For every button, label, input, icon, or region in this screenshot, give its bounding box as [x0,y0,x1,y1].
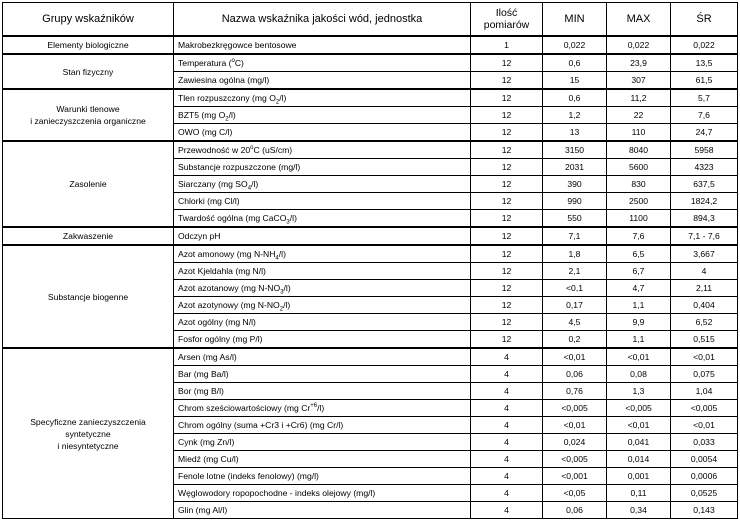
min-value: <0,005 [543,451,607,468]
min-value: 1,8 [543,245,607,263]
min-value: 0,17 [543,297,607,314]
max-value: 6,7 [607,263,671,280]
indicator-name: Fosfor ogólny (mg P/l) [174,331,471,349]
indicator-name-text: /l) [278,249,286,259]
group-label-line2: i niesyntetyczne [57,440,119,451]
measurement-count: 12 [471,141,543,159]
indicator-name: OWO (mg C/l) [174,124,471,142]
measurement-count: 12 [471,263,543,280]
measurement-count: 12 [471,331,543,349]
avg-value: 0,0006 [671,468,738,485]
avg-value: 5,7 [671,89,738,107]
avg-value: <0,01 [671,417,738,434]
indicator-name: Cynk (mg Zn/l) [174,434,471,451]
measurement-count: 4 [471,417,543,434]
table-row [3,89,738,107]
indicator-name [174,400,471,417]
water-quality-table [2,2,738,519]
measurement-count: 12 [471,176,543,193]
indicator-name-text: /l) [317,403,325,413]
max-value: 0,041 [607,434,671,451]
indicator-name-text: Azot amonowy (mg N-NH [178,249,276,259]
min-value: 0,06 [543,366,607,383]
measurement-count: 12 [471,89,543,107]
avg-value: 4 [671,263,738,280]
header-min: MIN [543,3,607,37]
group-label-line2: i zanieczyszczenia organiczne [30,116,146,126]
max-value: 2500 [607,193,671,210]
measurement-count: 12 [471,297,543,314]
measurement-count: 1 [471,36,543,54]
max-value: 4,7 [607,280,671,297]
measurement-count: 4 [471,451,543,468]
min-value: 1,2 [543,107,607,124]
indicator-name: Miedź (mg Cu/l) [174,451,471,468]
header-avg: ŚR [671,3,738,37]
max-value: 5600 [607,159,671,176]
indicator-name-superscript: o [231,58,235,65]
max-value: 9,9 [607,314,671,331]
min-value: 390 [543,176,607,193]
min-value: 550 [543,210,607,228]
indicator-name: Fenole lotne (indeks fenolowy) (mg/l) [174,468,471,485]
header-name: Nazwa wskaźnika jakości wód, jednostka [174,3,471,37]
indicator-name: Glin (mg Al/l) [174,502,471,519]
avg-value: 13,5 [671,54,738,72]
measurement-count: 12 [471,245,543,263]
group-label [3,89,174,141]
group-label [3,348,174,519]
indicator-name-subscript: 3 [280,289,284,296]
max-value: 1100 [607,210,671,228]
max-value: <0,01 [607,417,671,434]
table-row [3,141,738,159]
min-value: <0,05 [543,485,607,502]
min-value: <0,005 [543,400,607,417]
table-body [3,36,738,519]
indicator-name: Zawiesina ogólna (mg/l) [174,72,471,90]
indicator-name-subscript: 4 [247,185,252,192]
max-value: 7,6 [607,227,671,245]
min-value: 13 [543,124,607,142]
indicator-name: Substancje rozpuszczone (mg/l) [174,159,471,176]
avg-value: 1,04 [671,383,738,400]
max-value: 8040 [607,141,671,159]
indicator-name-superscript: o [250,145,254,152]
min-value: <0,1 [543,280,607,297]
indicator-name [174,245,471,263]
measurement-count: 12 [471,72,543,90]
group-label: Zakwaszenie [3,227,174,245]
header-count-line2: pomiarów [483,19,530,31]
measurement-count: 12 [471,54,543,72]
measurement-count: 12 [471,314,543,331]
avg-value: 7,1 - 7,6 [671,227,738,245]
indicator-name: Azot ogólny (mg N/l) [174,314,471,331]
indicator-name-text: Tlen rozpuszczony (mg O [178,93,276,103]
avg-value: 6,52 [671,314,738,331]
table-row [3,245,738,263]
measurement-count: 4 [471,434,543,451]
max-value: 23,9 [607,54,671,72]
indicator-name-text: C (uS/cm) [253,145,293,155]
indicator-name-text: C) [234,58,244,68]
avg-value: 0,515 [671,331,738,349]
max-value: 0,11 [607,485,671,502]
avg-value: 0,033 [671,434,738,451]
table-row [3,36,738,54]
avg-value: 0,075 [671,366,738,383]
group-label-line1: Warunki tlenowe [56,104,120,114]
avg-value: 4323 [671,159,738,176]
min-value: 7,1 [543,227,607,245]
group-label: Stan fizyczny [3,54,174,89]
avg-value: 24,7 [671,124,738,142]
measurement-count: 4 [471,485,543,502]
min-value: 0,2 [543,331,607,349]
measurement-count: 12 [471,210,543,228]
max-value: 0,001 [607,468,671,485]
indicator-name: Bar (mg Ba/l) [174,366,471,383]
table-row [3,54,738,72]
max-value: 11,2 [607,89,671,107]
avg-value: 0,404 [671,297,738,314]
max-value: <0,01 [607,348,671,366]
indicator-name: Arsen (mg As/l) [174,348,471,366]
max-value: 0,014 [607,451,671,468]
avg-value: 0,022 [671,36,738,54]
avg-value: 637,5 [671,176,738,193]
measurement-count: 12 [471,227,543,245]
min-value: 2031 [543,159,607,176]
max-value: 22 [607,107,671,124]
indicator-name [174,176,471,193]
indicator-name: Odczyn pH [174,227,471,245]
header-group: Grupy wskaźników [3,3,174,37]
group-label: Zasolenie [3,141,174,227]
min-value: <0,01 [543,417,607,434]
measurement-count: 4 [471,502,543,519]
measurement-count: 12 [471,193,543,210]
indicator-name: Chlorki (mg Cl/l) [174,193,471,210]
avg-value: <0,005 [671,400,738,417]
indicator-name-text: Twardość ogólna (mg CaCO [178,213,287,223]
measurement-count: 4 [471,383,543,400]
avg-value: 5958 [671,141,738,159]
max-value: 0,34 [607,502,671,519]
header-count-line1: Ilość [495,7,518,19]
indicator-name: Azot Kjeldahla (mg N/l) [174,263,471,280]
indicator-name-subscript: 4 [275,255,279,262]
avg-value: 2,11 [671,280,738,297]
max-value: 830 [607,176,671,193]
max-value: 1,1 [607,297,671,314]
indicator-name [174,107,471,124]
indicator-name [174,210,471,228]
measurement-count: 4 [471,348,543,366]
avg-value: 894,3 [671,210,738,228]
indicator-name-text: /l) [289,213,297,223]
avg-value: <0,01 [671,348,738,366]
indicator-name-text: /l) [228,110,236,120]
indicator-name-subscript: 2 [279,306,284,313]
avg-value: 3,667 [671,245,738,263]
indicator-name: Chrom ogólny (suma +Cr3 i +Cr6) (mg Cr/l) [174,417,471,434]
indicator-name-text: Chrom sześciowartościowy (mg Cr [178,403,311,413]
indicator-name-text: /l) [251,179,259,189]
measurement-count: 12 [471,280,543,297]
min-value: <0,001 [543,468,607,485]
min-value: 2,1 [543,263,607,280]
avg-value: 0,143 [671,502,738,519]
measurement-count: 4 [471,468,543,485]
min-value: 0,6 [543,54,607,72]
indicator-name-text: Siarczany (mg SO [178,179,248,189]
table-row [3,348,738,366]
indicator-name-text: Azot azotanowy (mg N-NO [178,283,281,293]
avg-value: 61,5 [671,72,738,90]
indicator-name [174,280,471,297]
measurement-count: 12 [471,159,543,176]
min-value: 0,6 [543,89,607,107]
group-label: Substancje biogenne [3,245,174,348]
max-value: 0,022 [607,36,671,54]
measurement-count: 4 [471,366,543,383]
avg-value: 0,0525 [671,485,738,502]
max-value: 307 [607,72,671,90]
min-value: 990 [543,193,607,210]
min-value: 15 [543,72,607,90]
indicator-name-text: Temperatura ( [178,58,232,68]
max-value: <0,005 [607,400,671,417]
indicator-name-text: Azot azotynowy (mg N-NO [178,300,280,310]
measurement-count: 4 [471,400,543,417]
header-count [471,3,543,37]
indicator-name-text: /l) [283,300,291,310]
min-value: 4,5 [543,314,607,331]
indicator-name [174,89,471,107]
indicator-name-subscript: 3 [286,219,290,226]
min-value: 3150 [543,141,607,159]
indicator-name [174,297,471,314]
indicator-name-text: BZT5 (mg O [178,110,226,120]
max-value: 110 [607,124,671,142]
min-value: 0,024 [543,434,607,451]
indicator-name [174,141,471,159]
indicator-name-text: Przewodność w 20 [178,145,251,155]
measurement-count: 12 [471,107,543,124]
group-label: Elementy biologiczne [3,36,174,54]
indicator-name-subscript: 2 [275,99,280,106]
measurement-count: 12 [471,124,543,142]
header-row [3,3,738,37]
indicator-name-text: /l) [279,93,287,103]
indicator-name-text: /l) [283,283,291,293]
min-value: <0,01 [543,348,607,366]
max-value: 0,08 [607,366,671,383]
min-value: 0,06 [543,502,607,519]
table-row [3,227,738,245]
avg-value: 0,0054 [671,451,738,468]
min-value: 0,022 [543,36,607,54]
indicator-name: Węglowodory ropopochodne - indeks olejowy (mg/l) [174,485,471,502]
header-max: MAX [607,3,671,37]
indicator-name-superscript: +6 [310,403,318,410]
max-value: 1,3 [607,383,671,400]
max-value: 1,1 [607,331,671,349]
indicator-name: Makrobezkręgowce bentosowe [174,36,471,54]
min-value: 0,76 [543,383,607,400]
group-label-line1: Specyficzne zanieczyszczenia syntetyczne [30,416,146,439]
avg-value: 1824,2 [671,193,738,210]
indicator-name-subscript: 2 [225,116,229,123]
indicator-name: Bor (mg B/l) [174,383,471,400]
avg-value: 7,6 [671,107,738,124]
max-value: 6,5 [607,245,671,263]
indicator-name [174,54,471,72]
